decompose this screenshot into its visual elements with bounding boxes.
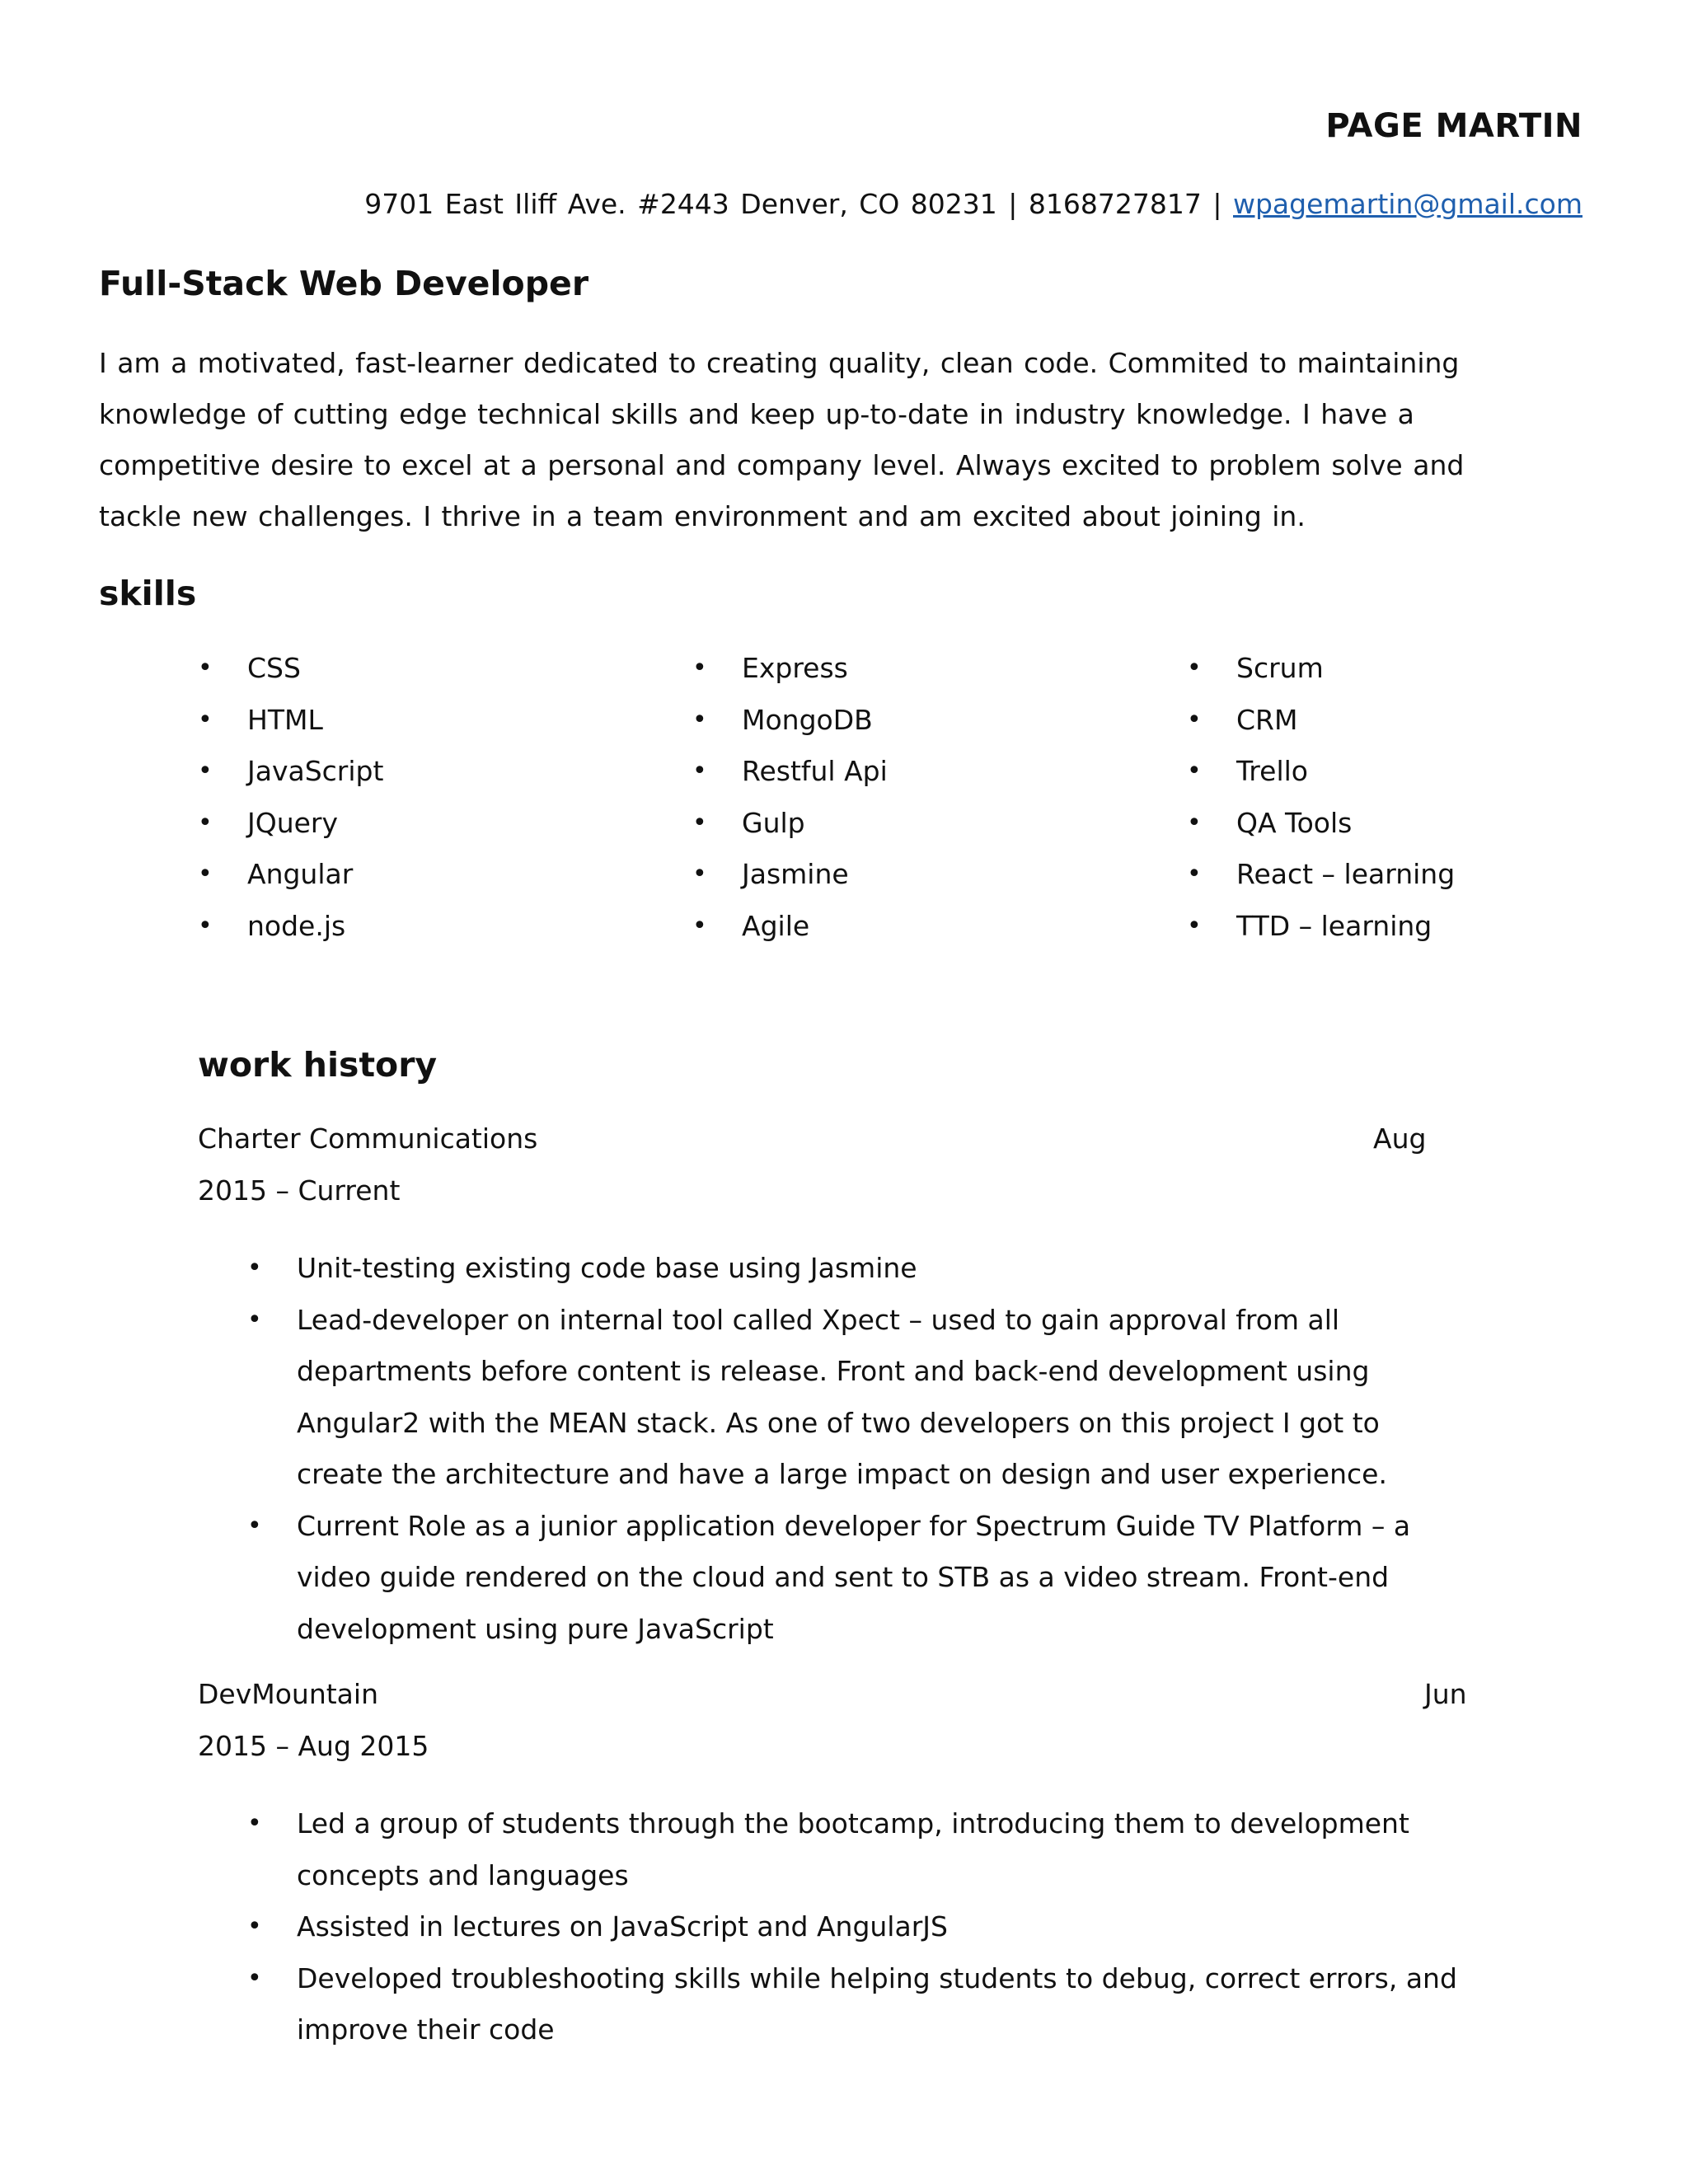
- bullet-icon: •: [1187, 705, 1202, 734]
- email-link[interactable]: wpagemartin@gmail.com: [1233, 188, 1582, 220]
- bullet-icon: •: [247, 1809, 262, 1838]
- job-date-range: 2015 – Aug 2015: [198, 1730, 429, 1762]
- bullet-icon: •: [198, 705, 213, 734]
- bullet-icon: •: [198, 654, 213, 682]
- list-item: • Unit-testing existing code base using Jasmine: [247, 1243, 1451, 1295]
- separator: |: [1212, 188, 1222, 220]
- bullet-icon: •: [1187, 654, 1202, 682]
- job-company: DevMountain: [198, 1678, 378, 1710]
- skill-item: • Agile: [692, 901, 1154, 953]
- bullet-icon: •: [692, 705, 707, 734]
- bullet-icon: •: [198, 911, 213, 940]
- job-title: Full-Stack Web Developer: [99, 264, 589, 303]
- skill-item: • Restful Api: [692, 746, 1154, 798]
- skill-item: • Trello: [1187, 746, 1648, 798]
- bullet-icon: •: [247, 1912, 262, 1941]
- skill-item: • node.js: [198, 901, 659, 953]
- bullet-icon: •: [692, 808, 707, 837]
- bullet-icon: •: [247, 1511, 262, 1540]
- skill-item: • CRM: [1187, 695, 1648, 747]
- bullet-icon: •: [692, 654, 707, 682]
- skill-item: • JavaScript: [198, 746, 659, 798]
- bullet-icon: •: [198, 860, 213, 888]
- bullet-icon: •: [1187, 860, 1202, 888]
- bullet-icon: •: [247, 1305, 262, 1334]
- skill-item: • Angular: [198, 849, 659, 901]
- list-item: • Assisted in lectures on JavaScript and AngularJS: [247, 1901, 1467, 1953]
- address: 9701 East Iliff Ave. #2443 Denver, CO 80231: [364, 188, 997, 220]
- skill-item: • HTML: [198, 695, 659, 747]
- bullet-icon: •: [1187, 808, 1202, 837]
- skills-heading: skills: [99, 574, 197, 613]
- summary-paragraph: I am a motivated, fast-learner dedicated to creating quality, clean code. Commited to maintaining knowledge of cutting edge technical skills and keep up-to-date in industry knowledge. I have a competitive desire to excel at a personal and company level. Always excited to problem solve and tackle new challenges. I thrive in a team environment and am excited about joining in.: [99, 347, 1465, 532]
- job-bullets: [247, 1243, 1451, 1655]
- bullet-icon: •: [692, 757, 707, 785]
- bullet-icon: •: [1187, 757, 1202, 785]
- skill-item: • MongoDB: [692, 695, 1154, 747]
- work-history-heading: work history: [198, 1045, 438, 1085]
- phone: 8168727817: [1028, 188, 1202, 220]
- bullet-icon: •: [1187, 911, 1202, 940]
- bullet-icon: •: [692, 911, 707, 940]
- skill-item: • Jasmine: [692, 849, 1154, 901]
- separator: |: [1008, 188, 1018, 220]
- bullet-icon: •: [247, 1963, 262, 1993]
- list-item: • Lead-developer on internal tool called Xpect – used to gain approval from all departments before content is release. Front and back-end development using Angular2 with the MEAN stack. As one of two developers on this project I got to create the architecture and have a large impact on design and user experience.: [247, 1295, 1451, 1501]
- skill-item: • Express: [692, 643, 1154, 695]
- skill-item: • CSS: [198, 643, 659, 695]
- job-date-start: Jun: [1424, 1678, 1467, 1710]
- skill-item: • JQuery: [198, 798, 659, 850]
- job-bullets: [247, 1798, 1467, 2056]
- list-item: • Led a group of students through the bootcamp, introducing them to development concepts and languages: [247, 1798, 1467, 1901]
- list-item: • Developed troubleshooting skills while helping students to debug, correct errors, and improve their code: [247, 1953, 1467, 2056]
- job-date-range: 2015 – Current: [198, 1174, 401, 1207]
- bullet-icon: •: [198, 808, 213, 837]
- skill-item: • Scrum: [1187, 643, 1648, 695]
- bullet-icon: •: [692, 860, 707, 888]
- applicant-name: PAGE MARTIN: [1325, 107, 1582, 145]
- bullet-icon: •: [247, 1254, 262, 1282]
- skills-column-1: [198, 643, 659, 952]
- list-item: • Current Role as a junior application developer for Spectrum Guide TV Platform – a video guide rendered on the cloud and sent to STB as a video stream. Front-end development using pure JavaScript: [247, 1501, 1451, 1656]
- job-date-start: Aug: [1373, 1122, 1427, 1155]
- skill-item: • React – learning: [1187, 849, 1648, 901]
- contact-line: [364, 188, 1582, 220]
- job-company: Charter Communications: [198, 1122, 538, 1155]
- skills-column-3: [1187, 643, 1648, 952]
- skill-item: • Gulp: [692, 798, 1154, 850]
- skill-item: • TTD – learning: [1187, 901, 1648, 953]
- bullet-icon: •: [198, 757, 213, 785]
- skill-item: • QA Tools: [1187, 798, 1648, 850]
- skills-column-2: [692, 643, 1154, 952]
